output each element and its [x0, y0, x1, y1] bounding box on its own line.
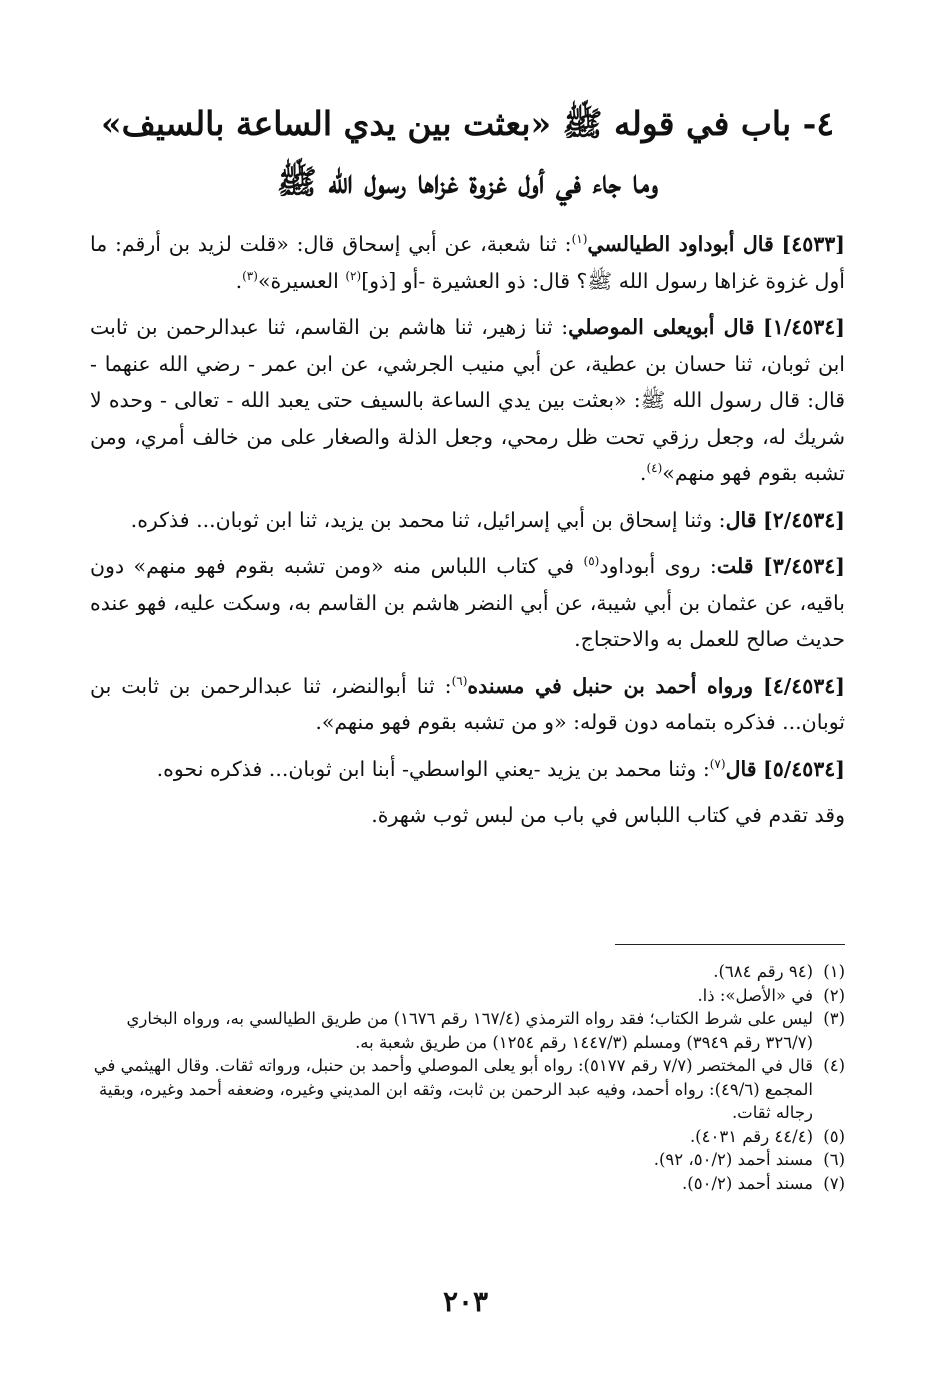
- hadith-number: [٢/٤٥٣٤]: [763, 507, 845, 532]
- footnote-number: (٢): [823, 985, 845, 1005]
- footnote: [90, 984, 845, 1008]
- hadith-number: [٤٥٣٣]: [781, 232, 845, 256]
- footnote-ref: (٧): [709, 756, 726, 771]
- chapter-title: [90, 95, 845, 211]
- hadith-text: .: [639, 461, 647, 485]
- page-number: ٢٠٣: [442, 1285, 489, 1318]
- footnotes: [90, 960, 845, 1195]
- hadith-body: [90, 226, 845, 844]
- footnote-text: قال في المختصر (٧/٧ رقم ٥١٧٧): رواه أبو يعلى الموصلي وأحمد بن حنبل، ورواته ثقات. وقال الهيثمي في المجمع (٤٩/٦): رواه أحمد، وفيه عبد الرحمن بن ثابت، وثقه ابن المديني وغيره، وضعفه أحمد وغيره، وبقية رجاله ثقات.: [93, 1056, 813, 1122]
- chapter-title-line-2: وما جاء في أول غزوة غزاها رسول الله ﷺ: [276, 162, 659, 201]
- hadith-paragraph: [90, 226, 845, 299]
- narrator-lead: قلت: [716, 554, 754, 578]
- footnote-text: (٩٤ رقم ٦٨٤).: [713, 962, 813, 981]
- footnote-text: (٤٤/٤ رقم ٤٠٣١).: [689, 1126, 813, 1146]
- footnote-text: مسند أحمد (٥٠/٢، ٩٢).: [653, 1150, 813, 1169]
- hadith-paragraph: [90, 502, 845, 539]
- hadith-number: [٥/٤٥٣٤]: [763, 756, 845, 781]
- footnote: [90, 1125, 845, 1149]
- closing-note: [90, 797, 845, 834]
- footnote-number: (٣): [823, 1009, 845, 1028]
- footnote-number: (٤): [823, 1056, 845, 1075]
- footnote: [90, 1007, 845, 1054]
- footnote-ref: (٢): [345, 268, 362, 283]
- hadith-number: [١/٤٥٣٤]: [763, 315, 845, 339]
- footnote-number: (٥): [823, 1126, 845, 1146]
- hadith-text: وقد تقدم في كتاب اللباس في باب من لبس ثوب شهرة.: [371, 803, 845, 827]
- footnote-ref: (١): [571, 232, 588, 247]
- narrator-lead: ورواه أحمد بن حنبل في مسنده: [467, 673, 754, 698]
- footnote: [90, 1148, 845, 1172]
- footnote: [90, 960, 845, 984]
- footnote-text: مسند أحمد (٥٠/٢).: [682, 1173, 813, 1193]
- footnote-ref: (٦): [451, 673, 468, 688]
- hadith-text: : ثنا أبوالنضر، ثنا عبدالرحمن بن ثابت بن ثوبان... فذكره بتمامه دون قوله: «و من تشبه بقوم فهو منهم».: [90, 673, 845, 734]
- footnote-number: (١): [823, 962, 845, 981]
- hadith-text: : وثنا إسحاق بن أبي إسرائيل، ثنا محمد بن يزيد، ثنا ابن ثوبان... فذكره.: [130, 507, 726, 532]
- footnote-text: في «الأصل»: ذا.: [697, 985, 813, 1005]
- hadith-paragraph: [90, 548, 845, 658]
- narrator-lead: قال أبويعلى الموصلي: [568, 315, 755, 339]
- footnote-separator: [615, 944, 845, 945]
- hadith-paragraph: [90, 751, 845, 788]
- footnote-number: (٧): [823, 1173, 845, 1193]
- narrator-lead: قال: [725, 756, 757, 781]
- footnote-ref: (٥): [583, 554, 600, 569]
- footnote-ref: (٤): [646, 461, 663, 476]
- footnote: [90, 1054, 845, 1125]
- narrator-lead: قال: [725, 507, 757, 532]
- footnote-ref: (٣): [242, 268, 258, 283]
- hadith-text: .: [235, 268, 243, 293]
- hadith-text: : ثنا شعبة، عن أبي إسحاق قال: «قلت لزيد بن أرقم: ما أول غزوة غزاها رسول الله ﷺ؟ قال: ذو العشيرة -أو [ذو]: [90, 232, 845, 293]
- footnote-number: (٦): [823, 1150, 845, 1169]
- chapter-title-line-1: ٤- باب في قوله ﷺ «بعثت بين يدي الساعة بالسيف»: [100, 104, 835, 143]
- hadith-paragraph: [90, 309, 845, 492]
- hadith-number: [٣/٤٥٣٤]: [763, 554, 845, 578]
- hadith-text: العسيرة»: [257, 268, 346, 293]
- footnote: [90, 1172, 845, 1196]
- hadith-text: : ثنا زهير، ثنا هاشم بن القاسم، ثنا عبدالرحمن بن ثابت ابن ثوبان، ثنا حسان بن عطية، عن أبي منيب الجرشي، عن ابن عمر - رضي الله عنهما - قال: قال رسول الله ﷺ: «بعثت بين يدي الساعة بالسيف حتى يعبد الله - تعالى - وحده لا شريك له، وجعل رزقي تحت ظل رمحي، وجعل الذلة والصغار على من خالف أمري، ومن تشبه بقوم فهو منهم»: [90, 315, 845, 485]
- hadith-text: : روى أبوداود: [599, 554, 717, 578]
- narrator-lead: قال أبوداود الطيالسي: [587, 232, 774, 256]
- hadith-paragraph: [90, 668, 845, 741]
- hadith-text: : وثنا محمد بن يزيد -يعني الواسطي- أبنا ابن ثوبان... فذكره نحوه.: [156, 756, 710, 781]
- hadith-text: في كتاب اللباس منه «ومن تشبه بقوم فهو منهم» دون باقيه، عن عثمان بن أبي شيبة، عن أبي النضر هاشم بن القاسم به، وسكت عليه، فهو عنده حديث صالح للعمل به والاحتجاج.: [90, 554, 845, 651]
- footnote-text: ليس على شرط الكتاب؛ فقد رواه الترمذي (١٦٧/٤ رقم ١٦٧٦) من طريق الطيالسي به، ورواه البخاري (٣٢٦/٧ رقم ٣٩٤٩) ومسلم (١٤٤٧/٣ رقم ١٢٥٤) من طريق شعبة به.: [126, 1009, 813, 1052]
- hadith-number: [٤/٤٥٣٤]: [763, 673, 845, 698]
